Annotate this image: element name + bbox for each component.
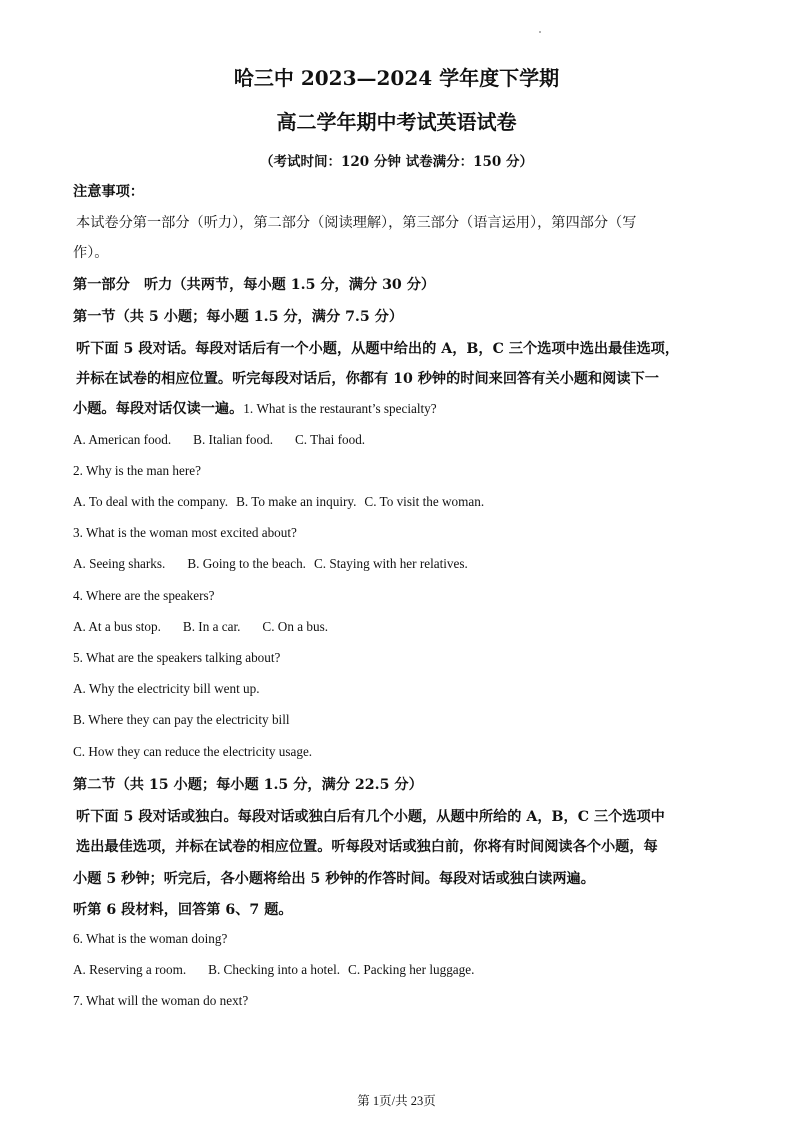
- section2-instruction-2: 选出最佳选项，并标在试卷的相应位置。听每段对话或独白前，你将有时间阅读各个小题，每: [76, 839, 658, 855]
- q1-stem: 1. What is the restaurant’s specialty?: [243, 401, 437, 416]
- q6-stem: 6. What is the woman doing?: [73, 931, 228, 946]
- q1-option-a: A. American food.: [73, 432, 172, 447]
- page-number: 第 1页/共 23页: [357, 1094, 436, 1108]
- notice-heading: 注意事项：: [73, 184, 144, 200]
- q5-stem: 5. What are the speakers talking about?: [73, 650, 281, 665]
- q1-options: [73, 432, 365, 448]
- q2-option-a: A. To deal with the company.: [73, 494, 229, 509]
- q4-options: [73, 619, 328, 635]
- q2-stem: 2. Why is the man here?: [73, 463, 201, 478]
- q4-option-c: C. On a bus.: [262, 619, 328, 634]
- q3-stem: 3. What is the woman most excited about?: [73, 525, 297, 540]
- exam-title-line1: 哈三中 2023—2024 学年度下学期: [233, 66, 560, 90]
- q4-option-a: A. At a bus stop.: [73, 619, 161, 634]
- section2-heading: 第二节（共 15 小题；每小题 1.5 分，满分 22.5 分）: [73, 777, 423, 793]
- q6-option-a: A. Reserving a room.: [73, 962, 187, 977]
- q6-options: [73, 962, 474, 978]
- q4-stem: 4. Where are the speakers?: [73, 588, 215, 603]
- q2-options: [73, 494, 484, 510]
- q5-option-a: A. Why the electricity bill went up.: [73, 681, 260, 696]
- notice-line2: 作）。: [73, 245, 109, 261]
- section1-heading: 第一节（共 5 小题；每小题 1.5 分，满分 7.5 分）: [73, 309, 404, 325]
- q4-option-b: B. In a car.: [182, 619, 241, 634]
- section1-instruction-2: 并标在试卷的相应位置。听完每段对话后，你都有 10 秒钟的时间来回答有关小题和阅读下一: [76, 371, 659, 387]
- q5-option-c: C. How they can reduce the electricity usage.: [73, 744, 313, 759]
- exam-info: （考试时间：120 分钟 试卷满分：150 分）: [260, 154, 533, 170]
- part1-heading: 第一部分 听力（共两节，每小题 1.5 分，满分 30 分）: [73, 277, 436, 293]
- q1-option-b: B. Italian food.: [193, 432, 273, 447]
- material-6-heading: 听第 6 段材料，回答第 6、7 题。: [73, 902, 293, 918]
- q6-option-b: B. Checking into a hotel.: [208, 962, 341, 977]
- q3-option-a: A. Seeing sharks.: [73, 556, 166, 571]
- section2-instruction-1: 听下面 5 段对话或独白。每段对话或独白后有几个小题，从题中所给的 A，B，C 三个选项中: [76, 809, 665, 825]
- q5-option-b: B. Where they can pay the electricity bill: [73, 712, 290, 727]
- q2-option-b: B. To make an inquiry.: [236, 494, 357, 509]
- section1-instruction-3: [73, 398, 437, 418]
- q3-option-c: C. Staying with her relatives.: [313, 556, 468, 571]
- notice-line1: 本试卷分第一部分（听力），第二部分（阅读理解），第三部分（语言运用），第四部分（写: [76, 215, 637, 231]
- section1-instruction-3-text: 小题。每段对话仅读一遍。: [73, 401, 244, 417]
- q6-option-c: C. Packing her luggage.: [348, 962, 475, 977]
- q7-stem: 7. What will the woman do next?: [73, 993, 249, 1008]
- q2-option-c: C. To visit the woman.: [364, 494, 485, 509]
- q3-options: [73, 556, 468, 572]
- exam-title-line2: 高二学年期中考试英语试卷: [276, 110, 517, 134]
- q1-option-c: C. Thai food.: [295, 432, 366, 447]
- section1-instruction-1: 听下面 5 段对话。每段对话后有一个小题，从题中给出的 A，B，C 三个选项中选出最佳选项，: [76, 341, 680, 357]
- q3-option-b: B. Going to the beach.: [187, 556, 306, 571]
- scan-dot: [539, 31, 541, 33]
- section2-instruction-3: 小题 5 秒钟；听完后，各小题将给出 5 秒钟的作答时间。每段对话或独白读两遍。: [73, 871, 595, 887]
